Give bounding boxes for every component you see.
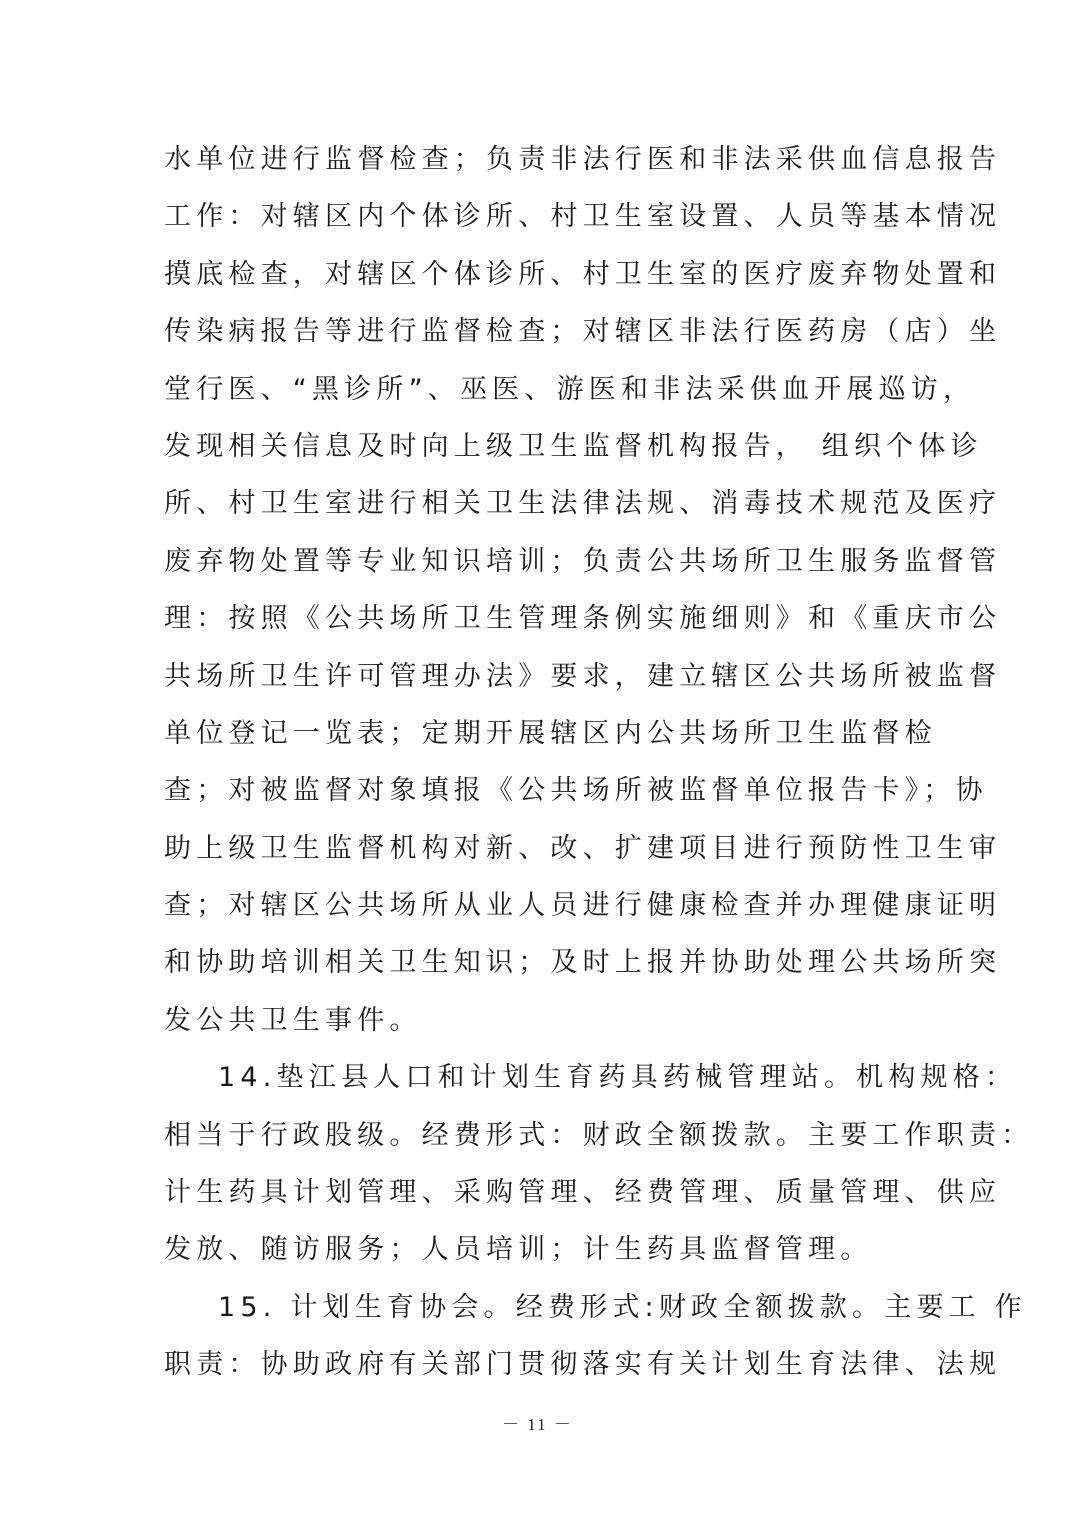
text-line: 水单位进行监督检查；负责非法行医和非法采供血信息报告 — [164, 144, 1002, 175]
page-number: － 11 － — [502, 1415, 573, 1434]
text-line: 助上级卫生监督机构对新、改、扩建项目进行预防性卫生审 — [164, 832, 1002, 864]
text-line: 所、村卫生室进行相关卫生法律法规、消毒技术规范及医疗 — [164, 488, 1002, 520]
text-line: 相当于行政股级。经费形式：财政全额拨款。主要工作职责： — [164, 1119, 1034, 1151]
text-line: 共场所卫生许可管理办法》要求，建立辖区公共场所被监督 — [164, 660, 1002, 692]
text-line: 传染病报告等进行监督检查；对辖区非法行医药房（店）坐 — [164, 316, 1002, 348]
document-body — [164, 131, 1034, 1394]
paragraph-14-heading: 14.垫江县人口和计划生育药具药械管理站。机构规格： — [218, 1062, 1018, 1094]
text-line: 和协助培训相关卫生知识；及时上报并协助处理公共场所突 — [164, 947, 1002, 979]
text-line: 废弃物处置等专业知识培训；负责公共场所卫生服务监督管 — [164, 545, 1002, 577]
paragraph-15-heading: 15. 计划生育协会。经费形式:财政全额拨款。主要工 作 — [218, 1291, 1027, 1323]
text-line: 摸底检查，对辖区个体诊所、村卫生室的医疗废弃物处置和 — [164, 258, 1002, 290]
text-line: 职责：协助政府有关部门贯彻落实有关计划生育法律、法规 — [164, 1349, 1002, 1381]
text-line: 理：按照《公共场所卫生管理条例实施细则》和《重庆市公 — [164, 603, 1002, 635]
text-line: 堂行医、“黑诊所”、巫医、游医和非法采供血开展巡访， — [164, 373, 976, 405]
text-line: 查；对辖区公共场所从业人员进行健康检查并办理健康证明 — [164, 890, 1002, 922]
text-line: 发公共卫生事件。 — [164, 1004, 422, 1036]
text-line: 工作：对辖区内个体诊所、村卫生室设置、人员等基本情况 — [164, 201, 1002, 233]
text-line: 查；对被监督对象填报《公共场所被监督单位报告卡》；协 — [164, 775, 988, 807]
text-line: 发现相关信息及时向上级卫生监督机构报告， 组织个体诊 — [164, 430, 983, 462]
text-line: 计生药具计划管理、采购管理、经费管理、质量管理、供应 — [164, 1177, 1002, 1209]
text-line: 单位登记一览表；定期开展辖区内公共场所卫生监督检 — [164, 717, 937, 749]
text-line: 发放、随访服务；人员培训；计生药具监督管理。 — [164, 1234, 873, 1266]
